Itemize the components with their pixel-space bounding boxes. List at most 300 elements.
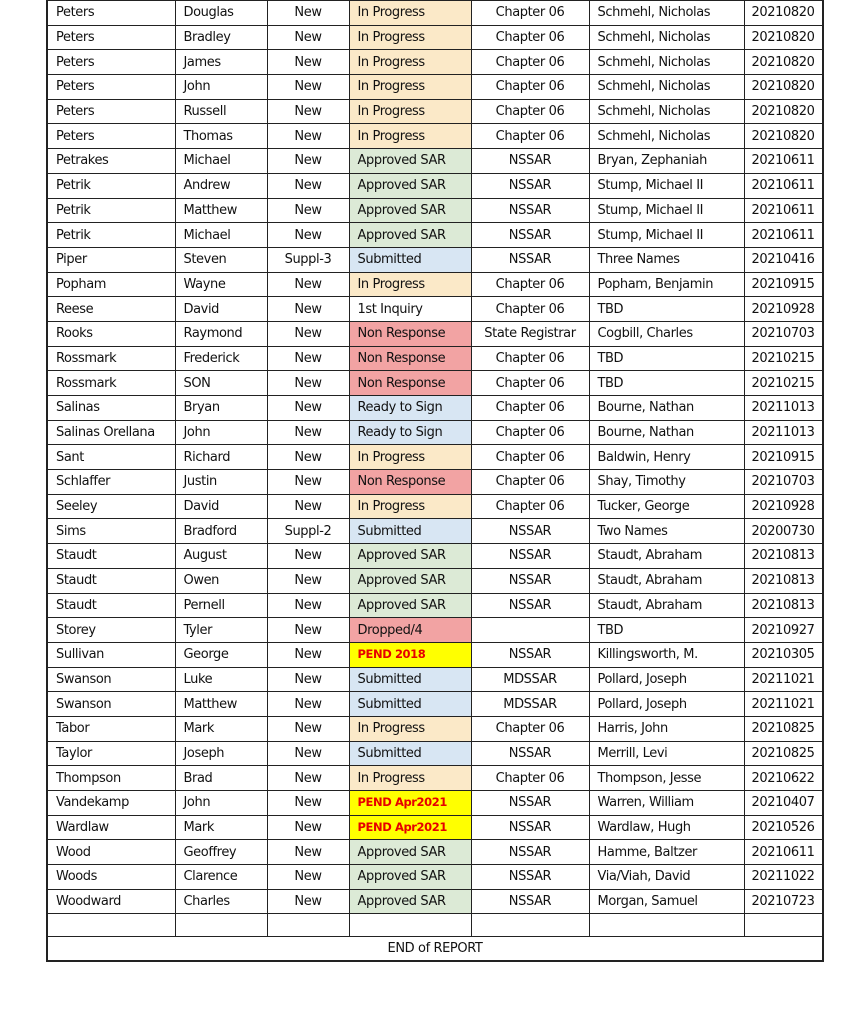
first-name-cell[interactable]: Russell: [175, 99, 267, 124]
application-type-cell[interactable]: New: [267, 396, 349, 421]
first-name-cell[interactable]: Tyler: [175, 618, 267, 643]
location-cell[interactable]: MDSSAR: [471, 692, 589, 717]
date-cell[interactable]: 20200730: [744, 519, 823, 544]
first-name-cell[interactable]: Luke: [175, 667, 267, 692]
last-name-cell[interactable]: Rossmark: [47, 346, 175, 371]
status-cell[interactable]: In Progress: [349, 272, 471, 297]
registrar-cell[interactable]: Bourne, Nathan: [589, 420, 744, 445]
status-cell[interactable]: Non Response: [349, 346, 471, 371]
location-cell[interactable]: Chapter 06: [471, 766, 589, 791]
last-name-cell[interactable]: Swanson: [47, 667, 175, 692]
first-name-cell[interactable]: Bryan: [175, 396, 267, 421]
blank-cell[interactable]: [589, 914, 744, 937]
table-row: [47, 815, 823, 840]
location-cell[interactable]: Chapter 06: [471, 75, 589, 100]
status-cell[interactable]: In Progress: [349, 716, 471, 741]
registrar-cell[interactable]: Three Names: [589, 247, 744, 272]
last-name-cell[interactable]: Peters: [47, 1, 175, 26]
date-cell[interactable]: 20210927: [744, 618, 823, 643]
status-cell[interactable]: Approved SAR: [349, 223, 471, 248]
last-name-cell[interactable]: Sant: [47, 445, 175, 470]
last-name-cell[interactable]: Tabor: [47, 716, 175, 741]
first-name-cell[interactable]: Douglas: [175, 1, 267, 26]
first-name-cell[interactable]: John: [175, 420, 267, 445]
table-row: [47, 494, 823, 519]
date-cell[interactable]: 20210611: [744, 173, 823, 198]
registrar-cell[interactable]: TBD: [589, 618, 744, 643]
last-name-cell[interactable]: Staudt: [47, 593, 175, 618]
date-cell[interactable]: 20210813: [744, 593, 823, 618]
first-name-cell[interactable]: George: [175, 642, 267, 667]
date-cell[interactable]: 20210611: [744, 198, 823, 223]
first-name-cell[interactable]: David: [175, 494, 267, 519]
registrar-cell[interactable]: Bourne, Nathan: [589, 396, 744, 421]
registrar-cell[interactable]: TBD: [589, 371, 744, 396]
location-cell[interactable]: NSSAR: [471, 223, 589, 248]
report-table: [46, 0, 824, 962]
date-cell[interactable]: 20210526: [744, 815, 823, 840]
blank-cell[interactable]: [267, 914, 349, 937]
application-type-cell[interactable]: New: [267, 25, 349, 50]
date-cell[interactable]: 20210305: [744, 642, 823, 667]
date-cell[interactable]: 20210928: [744, 494, 823, 519]
table-row: [47, 642, 823, 667]
registrar-cell[interactable]: Stump, Michael II: [589, 223, 744, 248]
last-name-cell[interactable]: Petrik: [47, 173, 175, 198]
table-row: [47, 716, 823, 741]
last-name-cell[interactable]: Staudt: [47, 568, 175, 593]
last-name-cell[interactable]: Rooks: [47, 321, 175, 346]
application-type-cell[interactable]: New: [267, 593, 349, 618]
status-cell[interactable]: PEND Apr2021: [349, 791, 471, 816]
last-name-cell[interactable]: Vandekamp: [47, 791, 175, 816]
end-of-report-label[interactable]: END of REPORT: [47, 937, 823, 962]
status-cell[interactable]: Submitted: [349, 519, 471, 544]
registrar-cell[interactable]: Schmehl, Nicholas: [589, 75, 744, 100]
registrar-cell[interactable]: Cogbill, Charles: [589, 321, 744, 346]
first-name-cell[interactable]: Raymond: [175, 321, 267, 346]
application-type-cell[interactable]: New: [267, 815, 349, 840]
status-cell[interactable]: Submitted: [349, 692, 471, 717]
first-name-cell[interactable]: Michael: [175, 223, 267, 248]
first-name-cell[interactable]: Pernell: [175, 593, 267, 618]
location-cell[interactable]: Chapter 06: [471, 272, 589, 297]
first-name-cell[interactable]: Charles: [175, 889, 267, 914]
location-cell[interactable]: NSSAR: [471, 149, 589, 174]
status-cell[interactable]: Approved SAR: [349, 173, 471, 198]
application-type-cell[interactable]: New: [267, 420, 349, 445]
last-name-cell[interactable]: Taylor: [47, 741, 175, 766]
registrar-cell[interactable]: Popham, Benjamin: [589, 272, 744, 297]
application-type-cell[interactable]: New: [267, 297, 349, 322]
table-row: [47, 297, 823, 322]
table-row: [47, 568, 823, 593]
last-name-cell[interactable]: Rossmark: [47, 371, 175, 396]
status-cell[interactable]: Non Response: [349, 371, 471, 396]
registrar-cell[interactable]: Pollard, Joseph: [589, 667, 744, 692]
location-cell[interactable]: Chapter 06: [471, 470, 589, 495]
application-type-cell[interactable]: New: [267, 99, 349, 124]
application-type-cell[interactable]: New: [267, 692, 349, 717]
first-name-cell[interactable]: Richard: [175, 445, 267, 470]
last-name-cell[interactable]: Thompson: [47, 766, 175, 791]
application-type-cell[interactable]: New: [267, 50, 349, 75]
last-name-cell[interactable]: Staudt: [47, 544, 175, 569]
last-name-cell[interactable]: Schlaffer: [47, 470, 175, 495]
table-row: [47, 593, 823, 618]
application-type-cell[interactable]: New: [267, 124, 349, 149]
date-cell[interactable]: 20210825: [744, 716, 823, 741]
registrar-cell[interactable]: Baldwin, Henry: [589, 445, 744, 470]
blank-cell[interactable]: [349, 914, 471, 937]
location-cell[interactable]: Chapter 06: [471, 124, 589, 149]
first-name-cell[interactable]: James: [175, 50, 267, 75]
first-name-cell[interactable]: Justin: [175, 470, 267, 495]
date-cell[interactable]: 20210820: [744, 25, 823, 50]
location-cell[interactable]: NSSAR: [471, 642, 589, 667]
location-cell[interactable]: [471, 618, 589, 643]
registrar-cell[interactable]: Thompson, Jesse: [589, 766, 744, 791]
application-type-cell[interactable]: Suppl-2: [267, 519, 349, 544]
application-type-cell[interactable]: New: [267, 1, 349, 26]
last-name-cell[interactable]: Swanson: [47, 692, 175, 717]
first-name-cell[interactable]: Michael: [175, 149, 267, 174]
registrar-cell[interactable]: Schmehl, Nicholas: [589, 124, 744, 149]
registrar-cell[interactable]: Harris, John: [589, 716, 744, 741]
registrar-cell[interactable]: Stump, Michael II: [589, 198, 744, 223]
last-name-cell[interactable]: Piper: [47, 247, 175, 272]
location-cell[interactable]: Chapter 06: [471, 716, 589, 741]
application-type-cell[interactable]: New: [267, 149, 349, 174]
last-name-cell[interactable]: Sims: [47, 519, 175, 544]
table-row: [47, 25, 823, 50]
registrar-cell[interactable]: Bryan, Zephaniah: [589, 149, 744, 174]
location-cell[interactable]: Chapter 06: [471, 420, 589, 445]
first-name-cell[interactable]: Matthew: [175, 198, 267, 223]
table-row: [47, 50, 823, 75]
date-cell[interactable]: 20211013: [744, 396, 823, 421]
status-cell[interactable]: In Progress: [349, 494, 471, 519]
registrar-cell[interactable]: Hamme, Baltzer: [589, 840, 744, 865]
first-name-cell[interactable]: Mark: [175, 716, 267, 741]
location-cell[interactable]: Chapter 06: [471, 99, 589, 124]
first-name-cell[interactable]: Brad: [175, 766, 267, 791]
location-cell[interactable]: NSSAR: [471, 889, 589, 914]
application-type-cell[interactable]: New: [267, 75, 349, 100]
table-row: [47, 445, 823, 470]
status-cell[interactable]: Approved SAR: [349, 149, 471, 174]
application-type-cell[interactable]: New: [267, 198, 349, 223]
registrar-cell[interactable]: Schmehl, Nicholas: [589, 1, 744, 26]
registrar-cell[interactable]: Schmehl, Nicholas: [589, 99, 744, 124]
status-cell[interactable]: Approved SAR: [349, 840, 471, 865]
registrar-cell[interactable]: Shay, Timothy: [589, 470, 744, 495]
location-cell[interactable]: NSSAR: [471, 741, 589, 766]
registrar-cell[interactable]: Via/Viah, David: [589, 865, 744, 890]
application-type-cell[interactable]: New: [267, 716, 349, 741]
first-name-cell[interactable]: Owen: [175, 568, 267, 593]
blank-cell[interactable]: [175, 914, 267, 937]
status-cell[interactable]: In Progress: [349, 50, 471, 75]
location-cell[interactable]: NSSAR: [471, 247, 589, 272]
registrar-cell[interactable]: Wardlaw, Hugh: [589, 815, 744, 840]
first-name-cell[interactable]: Mark: [175, 815, 267, 840]
table-row: [47, 766, 823, 791]
last-name-cell[interactable]: Salinas: [47, 396, 175, 421]
first-name-cell[interactable]: John: [175, 791, 267, 816]
date-cell[interactable]: 20210928: [744, 297, 823, 322]
first-name-cell[interactable]: John: [175, 75, 267, 100]
application-type-cell[interactable]: New: [267, 223, 349, 248]
status-cell[interactable]: Non Response: [349, 321, 471, 346]
first-name-cell[interactable]: David: [175, 297, 267, 322]
last-name-cell[interactable]: Wardlaw: [47, 815, 175, 840]
location-cell[interactable]: Chapter 06: [471, 1, 589, 26]
date-cell[interactable]: 20210915: [744, 272, 823, 297]
status-cell[interactable]: Approved SAR: [349, 568, 471, 593]
status-cell[interactable]: PEND Apr2021: [349, 815, 471, 840]
status-cell[interactable]: Approved SAR: [349, 593, 471, 618]
status-cell[interactable]: In Progress: [349, 99, 471, 124]
application-type-cell[interactable]: New: [267, 791, 349, 816]
date-cell[interactable]: 20210611: [744, 149, 823, 174]
table-row: [47, 371, 823, 396]
registrar-cell[interactable]: Warren, William: [589, 791, 744, 816]
status-cell[interactable]: In Progress: [349, 25, 471, 50]
registrar-cell[interactable]: Morgan, Samuel: [589, 889, 744, 914]
table-row: [47, 470, 823, 495]
report-rows: [47, 1, 823, 914]
table-row: [47, 272, 823, 297]
registrar-cell[interactable]: Schmehl, Nicholas: [589, 50, 744, 75]
application-type-cell[interactable]: New: [267, 346, 349, 371]
application-type-cell[interactable]: New: [267, 173, 349, 198]
last-name-cell[interactable]: Wood: [47, 840, 175, 865]
registrar-cell[interactable]: Staudt, Abraham: [589, 544, 744, 569]
application-type-cell[interactable]: New: [267, 618, 349, 643]
last-name-cell[interactable]: Petrik: [47, 223, 175, 248]
application-type-cell[interactable]: New: [267, 371, 349, 396]
location-cell[interactable]: MDSSAR: [471, 667, 589, 692]
application-type-cell[interactable]: Suppl-3: [267, 247, 349, 272]
date-cell[interactable]: 20210813: [744, 544, 823, 569]
location-cell[interactable]: NSSAR: [471, 173, 589, 198]
end-of-report-row: [47, 937, 823, 962]
last-name-cell[interactable]: Woods: [47, 865, 175, 890]
last-name-cell[interactable]: Peters: [47, 124, 175, 149]
table-row: [47, 741, 823, 766]
date-cell[interactable]: 20210915: [744, 445, 823, 470]
last-name-cell[interactable]: Salinas Orellana: [47, 420, 175, 445]
last-name-cell[interactable]: Peters: [47, 50, 175, 75]
first-name-cell[interactable]: Bradley: [175, 25, 267, 50]
application-type-cell[interactable]: New: [267, 494, 349, 519]
registrar-cell[interactable]: Killingsworth, M.: [589, 642, 744, 667]
date-cell[interactable]: 20210723: [744, 889, 823, 914]
status-cell[interactable]: Submitted: [349, 667, 471, 692]
status-cell[interactable]: In Progress: [349, 124, 471, 149]
status-cell[interactable]: In Progress: [349, 445, 471, 470]
blank-cell[interactable]: [47, 914, 175, 937]
last-name-cell[interactable]: Popham: [47, 272, 175, 297]
table-row: [47, 247, 823, 272]
status-cell[interactable]: In Progress: [349, 766, 471, 791]
first-name-cell[interactable]: Matthew: [175, 692, 267, 717]
location-cell[interactable]: NSSAR: [471, 568, 589, 593]
table-row: [47, 396, 823, 421]
registrar-cell[interactable]: TBD: [589, 297, 744, 322]
date-cell[interactable]: 20210416: [744, 247, 823, 272]
first-name-cell[interactable]: Clarence: [175, 865, 267, 890]
application-type-cell[interactable]: New: [267, 321, 349, 346]
status-cell[interactable]: PEND 2018: [349, 642, 471, 667]
date-cell[interactable]: 20210703: [744, 470, 823, 495]
table-row: [47, 198, 823, 223]
location-cell[interactable]: State Registrar: [471, 321, 589, 346]
application-type-cell[interactable]: New: [267, 272, 349, 297]
first-name-cell[interactable]: Joseph: [175, 741, 267, 766]
application-type-cell[interactable]: New: [267, 741, 349, 766]
first-name-cell[interactable]: Bradford: [175, 519, 267, 544]
location-cell[interactable]: NSSAR: [471, 791, 589, 816]
status-cell[interactable]: In Progress: [349, 75, 471, 100]
last-name-cell[interactable]: Peters: [47, 75, 175, 100]
date-cell[interactable]: 20211022: [744, 865, 823, 890]
date-cell[interactable]: 20210820: [744, 50, 823, 75]
application-type-cell[interactable]: New: [267, 865, 349, 890]
location-cell[interactable]: Chapter 06: [471, 50, 589, 75]
table-row: [47, 149, 823, 174]
table-row: [47, 75, 823, 100]
date-cell[interactable]: 20211013: [744, 420, 823, 445]
status-cell[interactable]: Approved SAR: [349, 544, 471, 569]
status-cell[interactable]: 1st Inquiry: [349, 297, 471, 322]
date-cell[interactable]: 20210622: [744, 766, 823, 791]
status-cell[interactable]: Approved SAR: [349, 889, 471, 914]
application-type-cell[interactable]: New: [267, 840, 349, 865]
registrar-cell[interactable]: TBD: [589, 346, 744, 371]
table-row: [47, 519, 823, 544]
location-cell[interactable]: Chapter 06: [471, 396, 589, 421]
last-name-cell[interactable]: Woodward: [47, 889, 175, 914]
status-cell[interactable]: Submitted: [349, 741, 471, 766]
table-row: [47, 420, 823, 445]
last-name-cell[interactable]: Peters: [47, 25, 175, 50]
last-name-cell[interactable]: Seeley: [47, 494, 175, 519]
application-type-cell[interactable]: New: [267, 889, 349, 914]
date-cell[interactable]: 20210215: [744, 346, 823, 371]
status-cell[interactable]: Ready to Sign: [349, 420, 471, 445]
application-type-cell[interactable]: New: [267, 642, 349, 667]
first-name-cell[interactable]: Frederick: [175, 346, 267, 371]
location-cell[interactable]: Chapter 06: [471, 445, 589, 470]
table-row: [47, 544, 823, 569]
application-type-cell[interactable]: New: [267, 544, 349, 569]
registrar-cell[interactable]: Staudt, Abraham: [589, 568, 744, 593]
registrar-cell[interactable]: Tucker, George: [589, 494, 744, 519]
status-cell[interactable]: Dropped/4: [349, 618, 471, 643]
date-cell[interactable]: 20211021: [744, 692, 823, 717]
status-cell[interactable]: Approved SAR: [349, 198, 471, 223]
last-name-cell[interactable]: Sullivan: [47, 642, 175, 667]
status-cell[interactable]: Ready to Sign: [349, 396, 471, 421]
blank-cell[interactable]: [471, 914, 589, 937]
date-cell[interactable]: 20210611: [744, 223, 823, 248]
last-name-cell[interactable]: Peters: [47, 99, 175, 124]
date-cell[interactable]: 20210820: [744, 75, 823, 100]
date-cell[interactable]: 20210407: [744, 791, 823, 816]
location-cell[interactable]: NSSAR: [471, 840, 589, 865]
date-cell[interactable]: 20210703: [744, 321, 823, 346]
table-row: [47, 618, 823, 643]
registrar-cell[interactable]: Two Names: [589, 519, 744, 544]
location-cell[interactable]: Chapter 06: [471, 494, 589, 519]
last-name-cell[interactable]: Storey: [47, 618, 175, 643]
status-cell[interactable]: In Progress: [349, 1, 471, 26]
location-cell[interactable]: Chapter 06: [471, 371, 589, 396]
last-name-cell[interactable]: Petrik: [47, 198, 175, 223]
first-name-cell[interactable]: Andrew: [175, 173, 267, 198]
registrar-cell[interactable]: Schmehl, Nicholas: [589, 25, 744, 50]
application-type-cell[interactable]: New: [267, 470, 349, 495]
location-cell[interactable]: NSSAR: [471, 865, 589, 890]
date-cell[interactable]: 20210611: [744, 840, 823, 865]
application-type-cell[interactable]: New: [267, 568, 349, 593]
location-cell[interactable]: NSSAR: [471, 593, 589, 618]
registrar-cell[interactable]: Pollard, Joseph: [589, 692, 744, 717]
application-type-cell[interactable]: New: [267, 445, 349, 470]
location-cell[interactable]: Chapter 06: [471, 25, 589, 50]
date-cell[interactable]: 20210820: [744, 124, 823, 149]
date-cell[interactable]: 20210820: [744, 99, 823, 124]
table-row: [47, 667, 823, 692]
table-row: [47, 692, 823, 717]
date-cell[interactable]: 20210820: [744, 1, 823, 26]
application-type-cell[interactable]: New: [267, 766, 349, 791]
registrar-cell[interactable]: Stump, Michael II: [589, 173, 744, 198]
date-cell[interactable]: 20210825: [744, 741, 823, 766]
first-name-cell[interactable]: SON: [175, 371, 267, 396]
registrar-cell[interactable]: Staudt, Abraham: [589, 593, 744, 618]
location-cell[interactable]: NSSAR: [471, 544, 589, 569]
first-name-cell[interactable]: Wayne: [175, 272, 267, 297]
status-cell[interactable]: Non Response: [349, 470, 471, 495]
last-name-cell[interactable]: Petrakes: [47, 149, 175, 174]
first-name-cell[interactable]: Steven: [175, 247, 267, 272]
first-name-cell[interactable]: Thomas: [175, 124, 267, 149]
status-cell[interactable]: Submitted: [349, 247, 471, 272]
first-name-cell[interactable]: Geoffrey: [175, 840, 267, 865]
table-row: [47, 173, 823, 198]
location-cell[interactable]: NSSAR: [471, 519, 589, 544]
date-cell[interactable]: 20210215: [744, 371, 823, 396]
date-cell[interactable]: 20210813: [744, 568, 823, 593]
table-row: [47, 1, 823, 26]
location-cell[interactable]: Chapter 06: [471, 297, 589, 322]
application-type-cell[interactable]: New: [267, 667, 349, 692]
status-cell[interactable]: Approved SAR: [349, 865, 471, 890]
registrar-cell[interactable]: Merrill, Levi: [589, 741, 744, 766]
last-name-cell[interactable]: Reese: [47, 297, 175, 322]
location-cell[interactable]: NSSAR: [471, 815, 589, 840]
blank-cell[interactable]: [744, 914, 823, 937]
table-row: [47, 223, 823, 248]
table-row: [47, 99, 823, 124]
date-cell[interactable]: 20211021: [744, 667, 823, 692]
location-cell[interactable]: Chapter 06: [471, 346, 589, 371]
location-cell[interactable]: NSSAR: [471, 198, 589, 223]
first-name-cell[interactable]: August: [175, 544, 267, 569]
